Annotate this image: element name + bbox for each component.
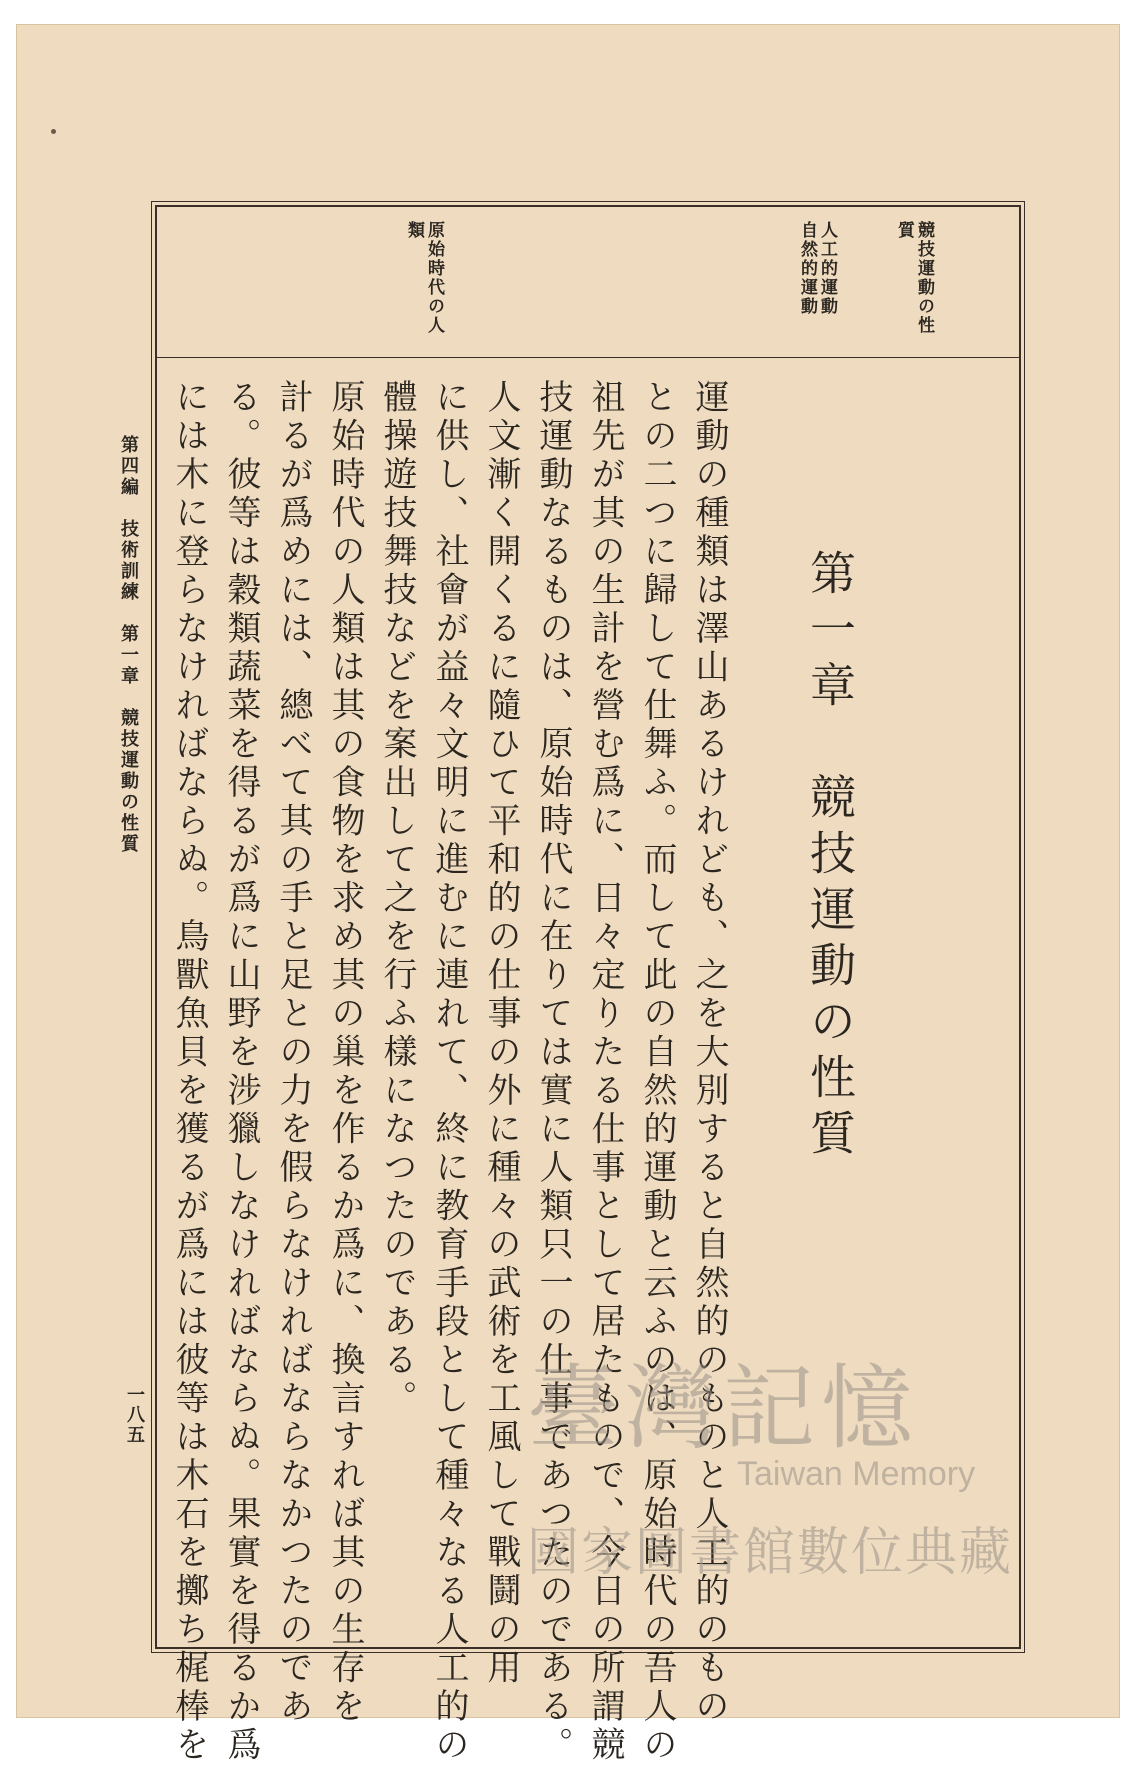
margin-note-artificial-natural [654, 221, 836, 316]
margin-note-primitive [315, 221, 443, 335]
margin-note-line: 質 [894, 221, 914, 240]
text-column: 運動の種類は澤山あるけれども、之を大別すると自然的のものと人工的のもの [689, 379, 729, 1727]
text-column: 祖先が其の生計を營む爲に、日々定りたる仕事として居たもので、今日の所謂競 [585, 379, 625, 1765]
margin-note-line: 競技運動の性 [914, 221, 934, 335]
text-column: 計るが爲めには、總べて其の手と足との力を假らなければならなかつたのであ [273, 379, 313, 1727]
watermark-chinese: 臺灣記憶 [527, 1355, 920, 1462]
watermark-library: 國家圖書館數位典藏 [527, 1523, 1014, 1583]
paper-speck [51, 129, 56, 134]
watermark-logo [527, 1335, 1067, 1595]
text-column: 原始時代の人類は其の食物を求め其の巢を作るか爲に、換言すれば其の生存を [325, 379, 365, 1727]
text-column: には木に登らなければならぬ。鳥獸魚貝を獲るが爲には彼等は木石を擲ち梶棒を [169, 379, 209, 1765]
text-column: との二つに歸して仕舞ふ。而して此の自然的運動と云ふのは、原始時代の吾人の [637, 379, 677, 1765]
book-page [16, 24, 1120, 1765]
text-column: 技運動なるものは、原始時代に在りては實に人類只一の仕事であつたのである。 [533, 379, 573, 1765]
text-column: 體操遊技舞技などを案出して之を行ふ樣になつたのである。 [377, 379, 417, 1419]
margin-note-line: 自然的運動 [797, 221, 817, 316]
chapter-title: 第一章 競技運動の性質 [803, 549, 857, 1165]
watermark-english: Taiwan Memory [737, 1455, 976, 1493]
running-head: 第四編 技術訓練 第一章 競技運動の性質 [118, 435, 139, 855]
text-column: 人文漸く開くるに隨ひて平和的の仕事の外に種々の武術を工風して戰鬪の用 [481, 379, 521, 1688]
text-column: る。彼等は穀類蔬菜を得るが爲に山野を涉獵しなければならぬ。果實を得るか爲 [221, 379, 261, 1765]
margin-note-line: 人工的運動 [817, 221, 837, 316]
text-column: に供し、社會が益々文明に進むに連れて、終に教育手段として種々なる人工的の [429, 379, 469, 1765]
margin-note-line: 原始時代の人 [424, 221, 444, 335]
margin-note-line: 類 [404, 221, 424, 240]
marginal-notes [157, 207, 1019, 358]
page-number: 一八五 [124, 1385, 145, 1445]
